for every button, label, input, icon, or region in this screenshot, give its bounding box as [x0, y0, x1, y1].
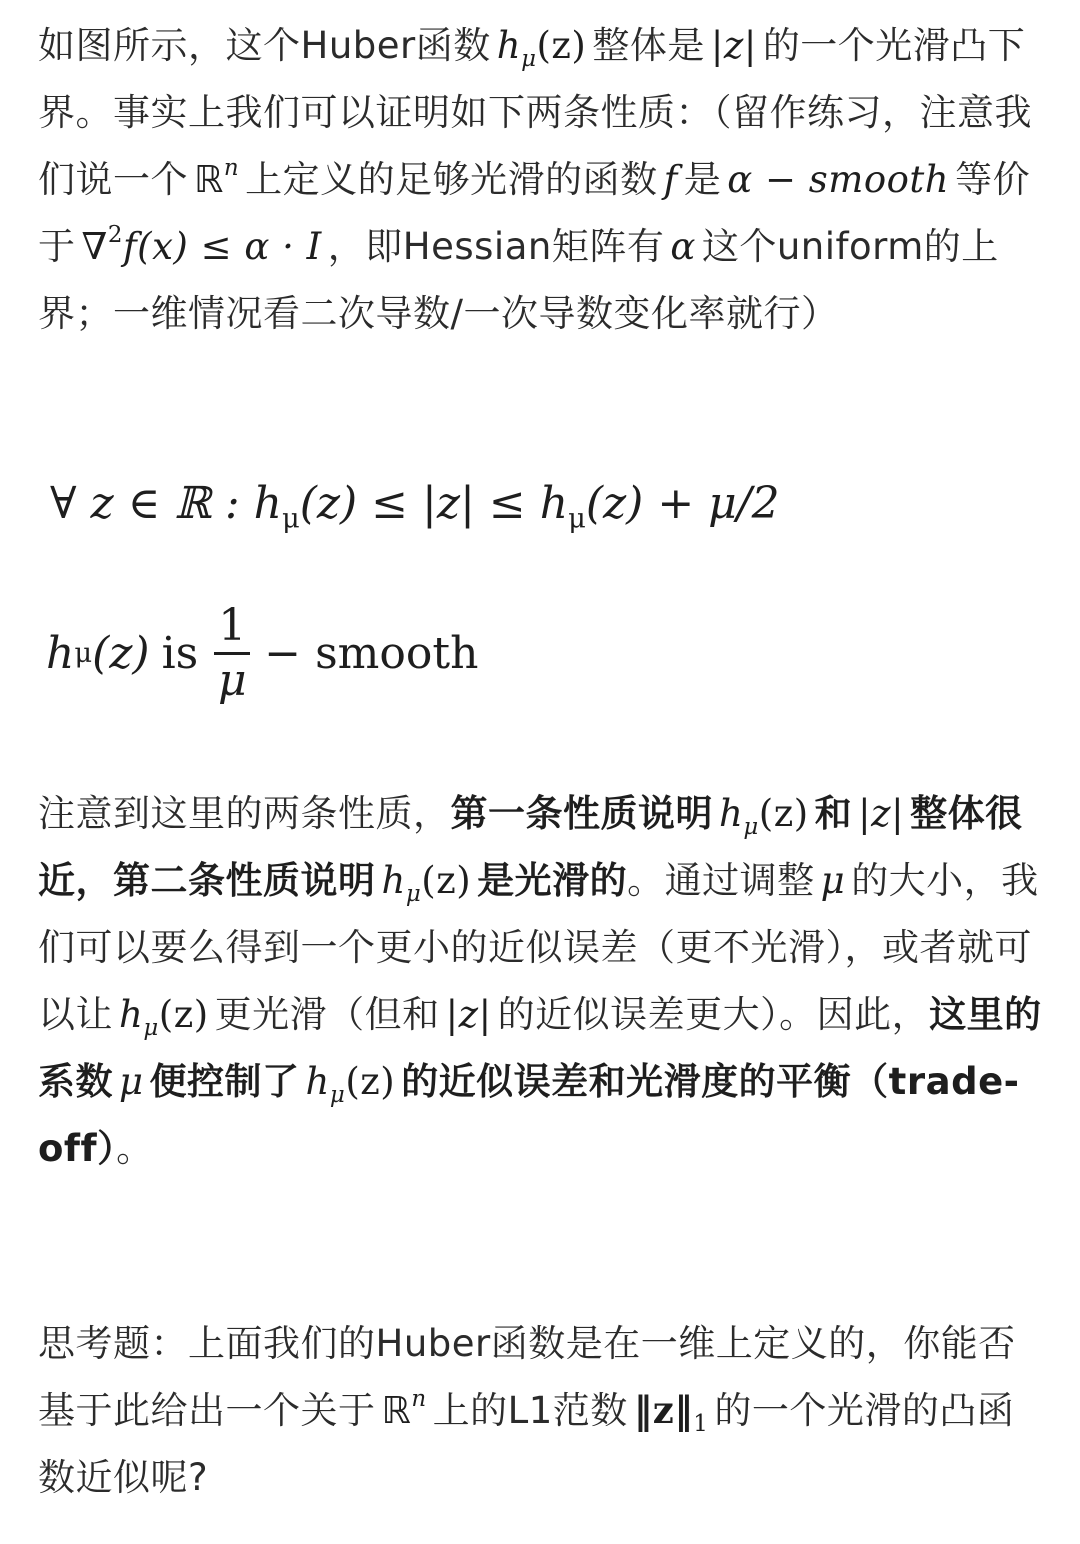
- math-hessian-bound: ∇$^2$f(x) ≤ α · I: [81, 221, 322, 268]
- math-l1-norm: $‖z‖_1$: [633, 1388, 709, 1438]
- text-segment: 的一个光滑凸下界。事实上我们可以证明如下两条性质：（留作练习，注意我们说一个: [38, 24, 1032, 201]
- exercise-text: 思考题：上面我们的Huber函数是在一维上定义的，你能否基于此给出一个关于 ℝ$^n$ 上的L1范数 $‖z‖_1$ 的一个光滑的凸函数近似呢?: [38, 1322, 1016, 1499]
- math-abs-z: |z|: [710, 24, 757, 67]
- math-h-mu-z: $h_\mu(z)$: [381, 859, 472, 908]
- fraction-one-over-mu: $\frac{1}{\mu}$: [214, 600, 250, 707]
- tradeoff-text: 注意到这里的两条性质，第一条性质说明 $h_\mu(z)$ 和 |z| 整体很近，第二条性质说明 $h_\mu(z)$ 是光滑的。通过调整 μ 的大小，我们可以要么得到一个更小的近似误差（更不光滑），或者就可以让 $h_\mu(z)$ 更光滑（但和 |z| 的近似误差更大）。因此，这里的系数 μ 便控制了 $h_\mu(z)$ 的近似误差和光滑度的平衡（trade-off）。: [38, 792, 1042, 1170]
- text-segment: 等价于: [38, 158, 1031, 268]
- paragraph-huber-intro: [38, 12, 1042, 347]
- equation-huber-bounds: ∀ z ∈ ℝ : $h_\mu(z) \le |z| \le h_\mu(z) + \mu/2$: [50, 478, 780, 535]
- math-h-mu-z: $h_\mu(z)$: [305, 1060, 396, 1109]
- math-f: f: [663, 158, 678, 201]
- math-mu: μ: [820, 859, 846, 902]
- math-R-n: ℝ$^n$: [381, 1385, 427, 1432]
- text-segment: ，即Hessian矩阵有: [327, 225, 665, 268]
- text-segment: 这个uniform的上界；一维情况看二次导数/一次导数变化率就行）: [38, 225, 999, 335]
- math-mu: μ: [119, 1060, 144, 1103]
- math-R-n: ℝ$^n$: [194, 154, 240, 201]
- math-h-mu-z: $h_\mu(z)$: [496, 24, 587, 73]
- paragraph-exercise: [38, 1310, 1042, 1511]
- math-h-mu-z: $h_\mu(z)$: [119, 993, 209, 1042]
- math-abs-z: |z|: [445, 993, 492, 1036]
- equation-huber-smoothness: h μ (z) is $\frac{1}{\mu}$ − smooth: [46, 600, 479, 706]
- math-h-mu-z: $h_\mu(z)$: [719, 792, 809, 841]
- paragraph-tradeoff: [38, 780, 1042, 1182]
- text-segment: 整体是: [592, 24, 705, 67]
- text-segment: 是: [683, 158, 722, 201]
- math-abs-z: |z|: [858, 792, 905, 835]
- intro-text: [38, 12, 1042, 347]
- math-alpha-smooth: α − smooth: [727, 158, 950, 201]
- math-alpha: α: [670, 225, 696, 268]
- text-segment: 如图所示，这个Huber函数: [38, 24, 491, 67]
- text-segment: 上定义的足够光滑的函数: [245, 158, 658, 201]
